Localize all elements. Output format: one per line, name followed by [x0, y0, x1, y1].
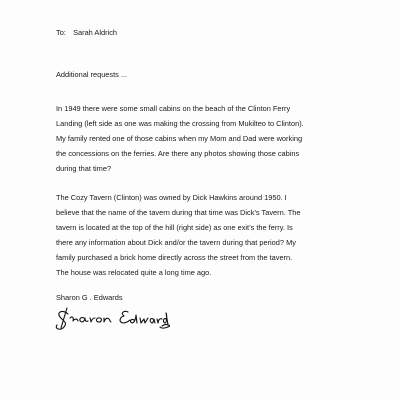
paragraph-line: the concessions on the ferries. Are there any photos showing those cabins	[56, 149, 300, 158]
recipient-name: Sarah Aldrich	[73, 28, 118, 37]
paragraph-line: believe that the name of the tavern during that time was Dick’s Tavern. The	[56, 208, 301, 217]
recipient-line	[56, 25, 117, 40]
paragraph-line: The Cozy Tavern (Clinton) was owned by Dick Hawkins around 1950. I	[56, 193, 287, 202]
paragraph-line: during that time?	[56, 164, 112, 173]
to-label: To:	[56, 28, 66, 37]
paragraph-line: there any information about Dick and/or the tavern during that period? My	[56, 238, 296, 247]
paragraph-line: Landing (left side as one was making the crossing from Mukilteo to Clinton).	[56, 119, 304, 128]
paragraph-cabins	[56, 101, 386, 176]
sender-name: Sharon G . Edwards	[56, 293, 123, 302]
paragraph-line: In 1949 there were some small cabins on the beach of the Clinton Ferry	[56, 104, 291, 113]
paragraph-line: tavern is located at the top of the hill (right side) as one exit’s the ferry. Is	[56, 223, 293, 232]
paragraph-line: My family rented one of those cabins when my Mom and Dad were working	[56, 134, 303, 143]
paragraph-line: The house was relocated quite a long time ago.	[56, 268, 212, 277]
additional-requests-heading: Additional requests ...	[56, 70, 128, 79]
paragraph-tavern	[56, 190, 386, 280]
handwritten-signature	[54, 304, 170, 332]
paragraph-line: family purchased a brick home directly across the street from the tavern.	[56, 253, 293, 262]
